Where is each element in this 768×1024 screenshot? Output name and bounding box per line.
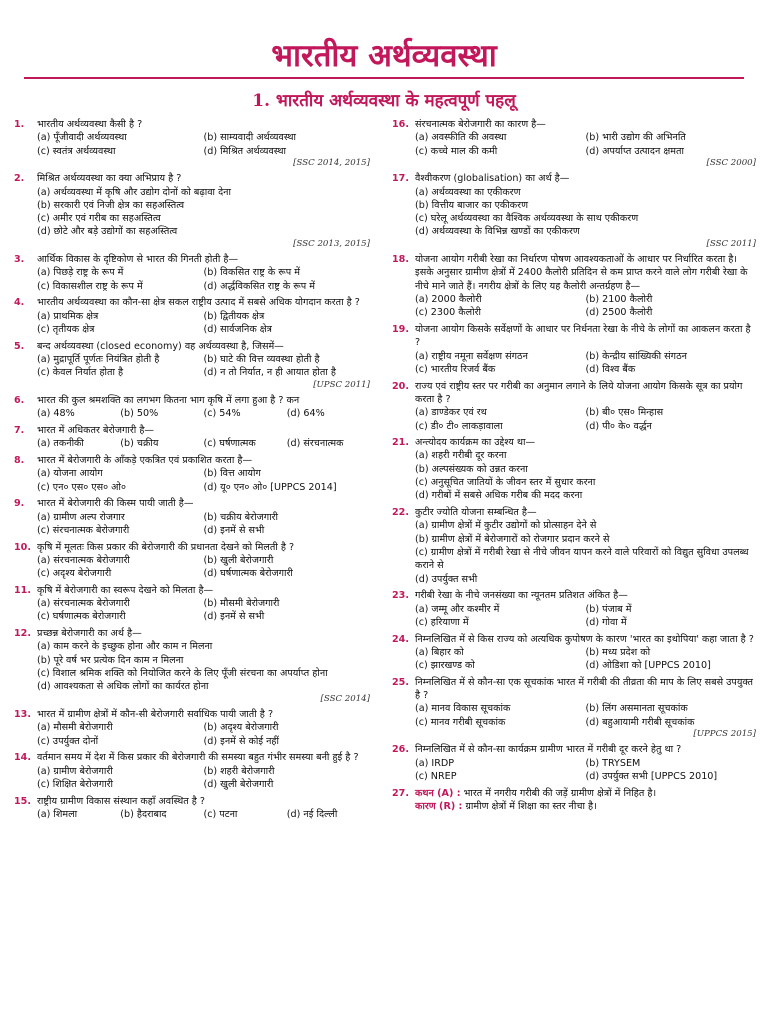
- options-list: [392, 646, 756, 673]
- question-text: वर्तमान समय में देश में किस प्रकार की बेरोजगारी की समस्या बहुत गंभीर समस्या बनी हुई है ?: [37, 752, 359, 764]
- answer-option: (a) ग्रामीण क्षेत्रों में कुटीर उद्योगों को प्रोत्साहन देने से: [415, 520, 597, 532]
- question-number: 5.: [14, 340, 25, 352]
- question-number: 20.: [392, 380, 409, 392]
- question-item: [392, 743, 756, 783]
- answer-option: (a) संरचनात्मक बेरोजगारी: [37, 554, 130, 566]
- question-number: 8.: [14, 454, 25, 466]
- answer-option: (c) उपर्युक्त दोनों: [37, 735, 99, 747]
- answer-option: (c) हरियाणा में: [415, 616, 469, 628]
- question-item: [14, 340, 370, 391]
- question-item: [392, 589, 756, 629]
- answer-option: (b) अदृश्य बेरोजगारी: [203, 722, 279, 734]
- answer-option: (c) विकासशील राष्ट्र के रूप में: [37, 280, 143, 292]
- chapter-title: 1. भारतीय अर्थव्यवस्था के महत्वपूर्ण पहलू: [252, 91, 516, 111]
- question-item: [392, 172, 756, 249]
- answer-option: (a) मौसमी बेरोजगारी: [37, 722, 113, 734]
- question-text-line: [14, 340, 370, 353]
- right-question-list: [392, 118, 756, 783]
- answer-option: (d) गरीबों में सबसे अधिक गरीब की मदद करना: [415, 490, 583, 502]
- answer-option: (b) विकसित राष्ट्र के रूप में: [203, 267, 300, 279]
- answer-option: (b) 50%: [120, 408, 159, 420]
- question-text: राष्ट्रीय ग्रामीण विकास संस्थान कहाँ अवस्थित है ?: [37, 795, 206, 807]
- answer-option: (c) केवल निर्यात होता है: [37, 367, 124, 379]
- question-number: 15.: [14, 795, 31, 807]
- answer-option: (d) अर्थव्यवस्था के विभिन्न खण्डों का एकीकरण: [415, 226, 580, 238]
- question-text-line: [14, 708, 370, 721]
- answer-option: (c) संरचनात्मक बेरोजगारी: [37, 524, 130, 536]
- answer-option: (b) लिंग असमानता सूचकांक: [585, 703, 688, 715]
- question-text: गरीबी रेखा के नीचे जनसंख्या का न्यूनतम प्रतिशत अंकित है—: [415, 590, 628, 602]
- question-text: कृषि में बेरोजगारी का स्वरूप देखने को मिलता है—: [37, 584, 214, 596]
- options-list: [14, 554, 370, 581]
- answer-option: (a) तकनीकी: [37, 438, 84, 450]
- answer-option: (d) खुली बेरोजगारी: [203, 778, 274, 790]
- question-item: [392, 436, 756, 502]
- options-list: [392, 757, 756, 784]
- question-number: 6.: [14, 395, 25, 406]
- question-item: [392, 323, 756, 376]
- question-text: प्रच्छन्न बेरोजगारी का अर्थ है—: [37, 628, 142, 640]
- assertion-text: भारत में नगरीय गरीबी की जड़ें ग्रामीण क्षेत्रों में निहित है।: [463, 787, 657, 799]
- question-text-line: [392, 676, 756, 703]
- question-text-line: [14, 394, 370, 407]
- answer-option: (d) विश्व बैंक: [585, 363, 636, 375]
- question-text-line: [14, 172, 370, 185]
- options-list: [392, 293, 756, 320]
- question-number: 25.: [392, 676, 409, 688]
- answer-option: (d) घर्षणात्मक बेरोजगारी: [203, 568, 293, 580]
- answer-option: (a) अवस्फीति की अवस्था: [415, 132, 507, 144]
- question-number: 2.: [14, 173, 25, 185]
- question-text: भारत में अधिकतर बेरोजगारी है—: [37, 424, 155, 436]
- answer-option: (d) इनमें से सभी: [203, 611, 265, 623]
- question-item: [14, 795, 370, 822]
- question-item: [392, 380, 756, 433]
- answer-option: (d) छोटे और बड़े उद्योगों का सहअस्तित्व: [37, 226, 178, 238]
- answer-option: (b) भारी उद्योग की अभिनति: [585, 132, 686, 144]
- options-list: [14, 765, 370, 792]
- question-item: [14, 253, 370, 293]
- question-27-line1: [392, 787, 756, 800]
- question-text-line: [392, 506, 756, 519]
- answer-option: (c) NREP: [415, 770, 457, 782]
- question-item: [392, 118, 756, 169]
- question-text: भारत की कुल श्रमशक्ति का लगभग कितना भाग कृषि में लगा हुआ है ? कन: [37, 395, 300, 406]
- question-number: 19.: [392, 324, 409, 336]
- question-text: कृषि में मूलतः किस प्रकार की बेरोजगारी की प्रधानता देखने को मिलती है ?: [37, 541, 295, 553]
- question-item: [392, 506, 756, 586]
- main-title: भारतीय अर्थव्यवस्था: [271, 38, 497, 74]
- question-text-line: [14, 627, 370, 640]
- options-list: [392, 449, 756, 502]
- question-item: [14, 424, 370, 451]
- answer-option: (d) नई दिल्ली: [286, 808, 338, 820]
- answer-option: (b) केन्द्रीय सांख्यिकी संगठन: [585, 350, 687, 362]
- options-list: [14, 407, 370, 420]
- question-item: [14, 751, 370, 791]
- answer-option: (c) अनुसूचित जातियों के जीवन स्तर में सुधार करना: [415, 477, 596, 489]
- answer-option: (a) बिहार को: [415, 646, 464, 658]
- answer-option: (c) मानव गरीबी सूचकांक: [415, 716, 506, 728]
- answer-option: (b) चक्रीय: [120, 438, 159, 450]
- question-text-line: [392, 633, 756, 646]
- answer-option: (b) घाटे की वित्त व्यवस्था होती है: [203, 354, 320, 366]
- answer-option: (b) चक्रीय बेरोजगारी: [203, 511, 278, 523]
- answer-option: (c) अदृश्य बेरोजगारी: [37, 568, 112, 580]
- answer-option: (c) विशाल श्रमिक शक्ति को नियोजित करने के लिए पूँजी संरचना का अपर्याप्त होना: [37, 667, 328, 679]
- answer-option: (a) राष्ट्रीय नमूना सर्वेक्षण संगठन: [415, 350, 528, 362]
- options-list: [14, 131, 370, 158]
- answer-option: (b) ग्रामीण क्षेत्रों में बेरोजगारों को रोजगार प्रदान करने से: [415, 533, 610, 545]
- question-number: 16.: [392, 119, 409, 130]
- question-text-line: [392, 118, 756, 131]
- title-divider: [24, 77, 744, 79]
- options-list: [14, 721, 370, 748]
- answer-option: (a) 48%: [37, 408, 75, 420]
- answer-option: (c) 54%: [203, 408, 241, 420]
- answer-option: (c) भारतीय रिजर्व बैंक: [415, 363, 496, 375]
- answer-option: (d) न तो निर्यात, न ही आयात होता है: [203, 367, 336, 379]
- answer-option: (a) पिछड़े राष्ट्र के रूप में: [37, 267, 124, 279]
- question-number: 24.: [392, 633, 409, 645]
- answer-option: (c) शिक्षित बेरोजगारी: [37, 778, 113, 790]
- answer-option: (b) वित्त आयोग: [203, 468, 261, 480]
- answer-option: (c) घर्षणात्मक: [203, 438, 256, 450]
- options-list: [392, 603, 756, 630]
- answer-option: (b) पंजाब में: [585, 603, 632, 615]
- answer-option: (c) तृतीयक क्षेत्र: [37, 324, 95, 336]
- question-text-line: [14, 497, 370, 510]
- question-number: 18.: [392, 254, 409, 266]
- options-list: [14, 597, 370, 624]
- question-text: निम्नलिखित में से किस राज्य को अत्यधिक कुपोषण के कारण 'भारत का इथोपिया' कहा जाता है ?: [415, 633, 754, 645]
- answer-option: (a) मुद्रापूर्ति पूर्णतः नियंत्रित होती है: [37, 354, 160, 366]
- question-item: [14, 541, 370, 581]
- question-number: 21.: [392, 437, 409, 449]
- options-list: [14, 808, 370, 821]
- answer-option: (b) सरकारी एवं निजी क्षेत्र का सहअस्तित्व: [37, 199, 185, 211]
- answer-option: (b) बी० एस० मिन्हास: [585, 407, 664, 419]
- question-text-line: [14, 751, 370, 764]
- options-list: [14, 353, 370, 380]
- question-number: 26.: [392, 744, 409, 756]
- answer-option: (b) शहरी बेरोजगारी: [203, 765, 275, 777]
- question-number: 11.: [14, 584, 31, 596]
- question-text: निम्नलिखित में से कौन-सा कार्यक्रम ग्रामीण भारत में गरीबी दूर करने हेतु था ?: [415, 744, 682, 756]
- question-item: [14, 394, 370, 421]
- question-number: 12.: [14, 628, 31, 640]
- question-text-line: [392, 380, 756, 407]
- question-item: [14, 118, 370, 169]
- answer-option: (b) 2100 कैलोरी: [585, 294, 653, 306]
- question-text-line: [392, 323, 756, 350]
- options-list: [392, 519, 756, 585]
- question-text: अन्त्योदय कार्यक्रम का उद्देश्य था—: [415, 437, 536, 449]
- question-text: योजना आयोग गरीबी रेखा का निर्धारण पोषण आवश्यकताओं के आधार पर निर्धारित करता है। इसके अनुसार ग्रामीण क्षेत्रों में 2400 कैलोरी प्रतिदिन से कम प्राप्त करने वाले लोग गरीबी रेखा के नीचे माने जाते हैं। नगरीय क्षेत्रों के लिए यह कैलोरी अन्तर्ग्रहण है—: [415, 254, 748, 292]
- answer-option: (c) झारखण्ड को: [415, 660, 475, 672]
- options-list: [14, 186, 370, 239]
- answer-option: (d) 64%: [286, 408, 325, 420]
- answer-option: (c) पटना: [203, 808, 238, 820]
- answer-option: (c) ग्रामीण क्षेत्रों में गरीबी रेखा से नीचे जीवन यापन करने वाले परिवारों को विद्युत सुविधा उपलब्ध कराने से: [415, 546, 749, 572]
- answer-option: (d) यू० एन० ओ० [UPPCS 2014]: [203, 481, 337, 493]
- answer-option: (d) 2500 कैलोरी: [585, 307, 653, 319]
- question-text: भारतीय अर्थव्यवस्था कैसी है ?: [37, 119, 143, 130]
- answer-option: (a) शिमला: [37, 808, 78, 820]
- question-text: वैश्वीकरण (globalisation) का अर्थ है—: [415, 173, 570, 185]
- question-number: 14.: [14, 752, 31, 764]
- exam-source-tag: [UPPCS 2015]: [693, 728, 756, 739]
- answer-option: (a) मानव विकास सूचकांक: [415, 703, 511, 715]
- question-text: आर्थिक विकास के दृष्टिकोण से भारत की गिनती होती है—: [37, 254, 239, 266]
- options-list: [392, 186, 756, 239]
- assertion-label: कथन (A) :: [415, 787, 461, 799]
- answer-option: (a) शहरी गरीबी दूर करना: [415, 450, 507, 462]
- question-text-line: [14, 584, 370, 597]
- question-text: भारतीय अर्थव्यवस्था का कौन-सा क्षेत्र सकल राष्ट्रीय उत्पाद में सबसे अधिक योगदान करता है ?: [37, 297, 360, 309]
- question-text-line: [392, 172, 756, 185]
- answer-option: (d) उपर्युक्त सभी [UPPCS 2010]: [585, 770, 718, 782]
- answer-option: (a) 2000 कैलोरी: [415, 294, 482, 306]
- question-text-line: [14, 795, 370, 808]
- question-text-line: [14, 118, 370, 131]
- answer-option: (b) मध्य प्रदेश को: [585, 646, 651, 658]
- question-text: निम्नलिखित में से कौन-सा एक सूचकांक भारत में गरीबी की तीव्रता की माप के लिए सबसे उपयुक्त है ?: [415, 676, 753, 702]
- answer-option: (a) जम्मू और कश्मीर में: [415, 603, 500, 615]
- exam-source-tag: [SSC 2011]: [706, 238, 756, 249]
- question-item: [392, 633, 756, 673]
- question-text: राज्य एवं राष्ट्रीय स्तर पर गरीबी का अनुमान लगाने के लिये योजना आयोग किसके सूत्र का प्रयोग करता है ?: [415, 380, 743, 405]
- question-text-line: [392, 589, 756, 602]
- question-text: कुटीर ज्योति योजना सम्बन्धित है—: [415, 507, 537, 519]
- question-text-line: [14, 541, 370, 554]
- options-list: [14, 310, 370, 337]
- question-number: 27.: [392, 787, 409, 799]
- question-text: भारत में बेरोजगारी के आँकड़े एकत्रित एवं प्रकाशित करता है—: [37, 454, 253, 466]
- exam-source-tag: [SSC 2000]: [706, 157, 756, 168]
- question-item: [14, 454, 370, 494]
- question-text: संरचनात्मक बेरोजगारी का कारण है—: [415, 119, 546, 130]
- exam-source-tag: [UPSC 2011]: [313, 379, 370, 390]
- options-list: [14, 266, 370, 293]
- answer-option: (d) संरचनात्मक: [286, 438, 344, 450]
- question-text: भारत में बेरोजगारी की किस्म पायी जाती है—: [37, 498, 194, 510]
- question-text-line: [392, 743, 756, 756]
- reason-label: कारण (R) :: [415, 800, 463, 812]
- question-number: 10.: [14, 541, 31, 553]
- answer-option: (c) घर्षणात्मक बेरोजगारी: [37, 611, 126, 623]
- answer-option: (c) स्वतंत्र अर्थव्यवस्था: [37, 145, 116, 157]
- question-number: 23.: [392, 590, 409, 602]
- answer-option: (d) पी० के० वर्द्धन: [585, 420, 652, 432]
- answer-option: (c) एन० एस० एस० ओ०: [37, 481, 126, 493]
- answer-option: (a) अर्थव्यवस्था में कृषि और उद्योग दोनों को बढ़ावा देना: [37, 186, 231, 198]
- answer-option: (a) डाण्डेकर एवं रथ: [415, 407, 487, 419]
- question-number: 7.: [14, 424, 25, 436]
- question-text-line: [392, 253, 756, 293]
- answer-option: (b) मौसमी बेरोजगारी: [203, 598, 280, 610]
- answer-option: (b) अल्पसंख्यक को उन्नत करना: [415, 463, 528, 475]
- question-number: 17.: [392, 173, 409, 185]
- answer-option: (d) गोवा में: [585, 616, 627, 628]
- answer-option: (a) ग्रामीण बेरोजगारी: [37, 765, 113, 777]
- exam-source-tag: [SSC 2013, 2015]: [293, 238, 370, 249]
- answer-option: (d) अपर्याप्त उत्पादन क्षमता: [585, 145, 684, 157]
- question-text: मिश्रित अर्थव्यवस्था का क्या अभिप्राय है ?: [37, 173, 182, 185]
- right-column: [392, 118, 756, 817]
- answer-option: (b) पूरे वर्ष भर प्रत्येक दिन काम न मिलना: [37, 654, 184, 666]
- answer-option: (b) हैदराबाद: [120, 808, 167, 820]
- answer-option: (a) पूँजीवादी अर्थव्यवस्था: [37, 132, 127, 144]
- answer-option: (b) खुली बेरोजगारी: [203, 554, 274, 566]
- answer-option: (b) द्वितीयक क्षेत्र: [203, 310, 265, 322]
- question-text: योजना आयोग किसके सर्वेक्षणों के आधार पर निर्धनता रेखा के नीचे के लोगों का आकलन करता है ?: [415, 324, 751, 349]
- question-number: 3.: [14, 254, 25, 266]
- answer-option: (d) उपर्युक्त सभी: [415, 573, 478, 585]
- question-item: [14, 584, 370, 624]
- answer-option: (c) घरेलू अर्थव्यवस्था का वैश्विक अर्थव्यवस्था के साथ एकीकरण: [415, 213, 639, 225]
- question-item: [392, 253, 756, 319]
- question-item: [14, 497, 370, 537]
- options-list: [392, 702, 756, 729]
- question-text: बन्द अर्थव्यवस्था (closed economy) वह अर्थव्यवस्था है, जिसमें—: [37, 340, 284, 352]
- answer-option: (d) बहुआयामी गरीबी सूचकांक: [585, 716, 695, 728]
- options-list: [392, 350, 756, 377]
- question-text-line: [14, 454, 370, 467]
- answer-option: (b) साम्यवादी अर्थव्यवस्था: [203, 132, 297, 144]
- answer-option: (a) ग्रामीण अल्प रोजगार: [37, 511, 125, 523]
- question-item: [392, 676, 756, 740]
- options-list: [392, 131, 756, 158]
- question-number: 13.: [14, 708, 31, 720]
- answer-option: (a) IRDP: [415, 757, 455, 769]
- options-list: [14, 467, 370, 494]
- answer-option: (b) TRYSEM: [585, 757, 641, 769]
- left-column: [14, 118, 370, 825]
- answer-option: (d) आवश्यकता से अधिक लोगों का कार्यरत होना: [37, 681, 209, 693]
- question-number: 9.: [14, 498, 25, 510]
- question-item: [14, 296, 370, 336]
- options-list: [392, 406, 756, 433]
- answer-option: (d) ओडिशा को [UPPCS 2010]: [585, 660, 711, 672]
- answer-option: (c) डी० टी० लाकड़ावाला: [415, 420, 503, 432]
- answer-option: (d) मिश्रित अर्थव्यवस्था: [203, 145, 286, 157]
- question-text-line: [14, 253, 370, 266]
- answer-option: (a) संरचनात्मक बेरोजगारी: [37, 598, 130, 610]
- question-number: 1.: [14, 119, 25, 130]
- question-item: [14, 708, 370, 748]
- question-27-line2: [392, 800, 756, 813]
- answer-option: (d) इनमें से कोई नहीं: [203, 735, 279, 747]
- options-list: [14, 640, 370, 693]
- answer-option: (a) काम करने के इच्छुक होना और काम न मिलना: [37, 641, 213, 653]
- question-item: [14, 172, 370, 249]
- question-text-line: [392, 436, 756, 449]
- options-list: [14, 437, 370, 450]
- answer-option: (c) अमीर एवं गरीब का सहअस्तित्व: [37, 213, 161, 225]
- question-item: [14, 627, 370, 704]
- question-number: 22.: [392, 507, 409, 519]
- answer-option: (a) प्राथमिक क्षेत्र: [37, 310, 99, 322]
- exam-source-tag: [SSC 2014]: [320, 693, 370, 704]
- answer-option: (b) वित्तीय बाजार का एकीकरण: [415, 199, 528, 211]
- reason-text: ग्रामीण क्षेत्रों में शिक्षा का स्तर नीचा है।: [465, 800, 597, 812]
- answer-option: (d) सार्वजनिक क्षेत्र: [203, 324, 272, 336]
- answer-option: (d) इनमें से सभी: [203, 524, 265, 536]
- answer-option: (c) कच्चे माल की कमी: [415, 145, 498, 157]
- question-text-line: [14, 296, 370, 309]
- answer-option: (a) अर्थव्यवस्था का एकीकरण: [415, 186, 521, 198]
- answer-option: (d) अर्द्धविकसित राष्ट्र के रूप में: [203, 280, 315, 292]
- question-number: 4.: [14, 297, 25, 309]
- answer-option: (a) योजना आयोग: [37, 468, 103, 480]
- question-27: [392, 787, 756, 814]
- options-list: [14, 511, 370, 538]
- question-text: भारत में ग्रामीण क्षेत्रों में कौन-सी बेरोजगारी सर्वाधिक पायी जाती है ?: [37, 708, 274, 720]
- exam-source-tag: [SSC 2014, 2015]: [293, 157, 370, 168]
- question-text-line: [14, 424, 370, 437]
- answer-option: (c) 2300 कैलोरी: [415, 307, 482, 319]
